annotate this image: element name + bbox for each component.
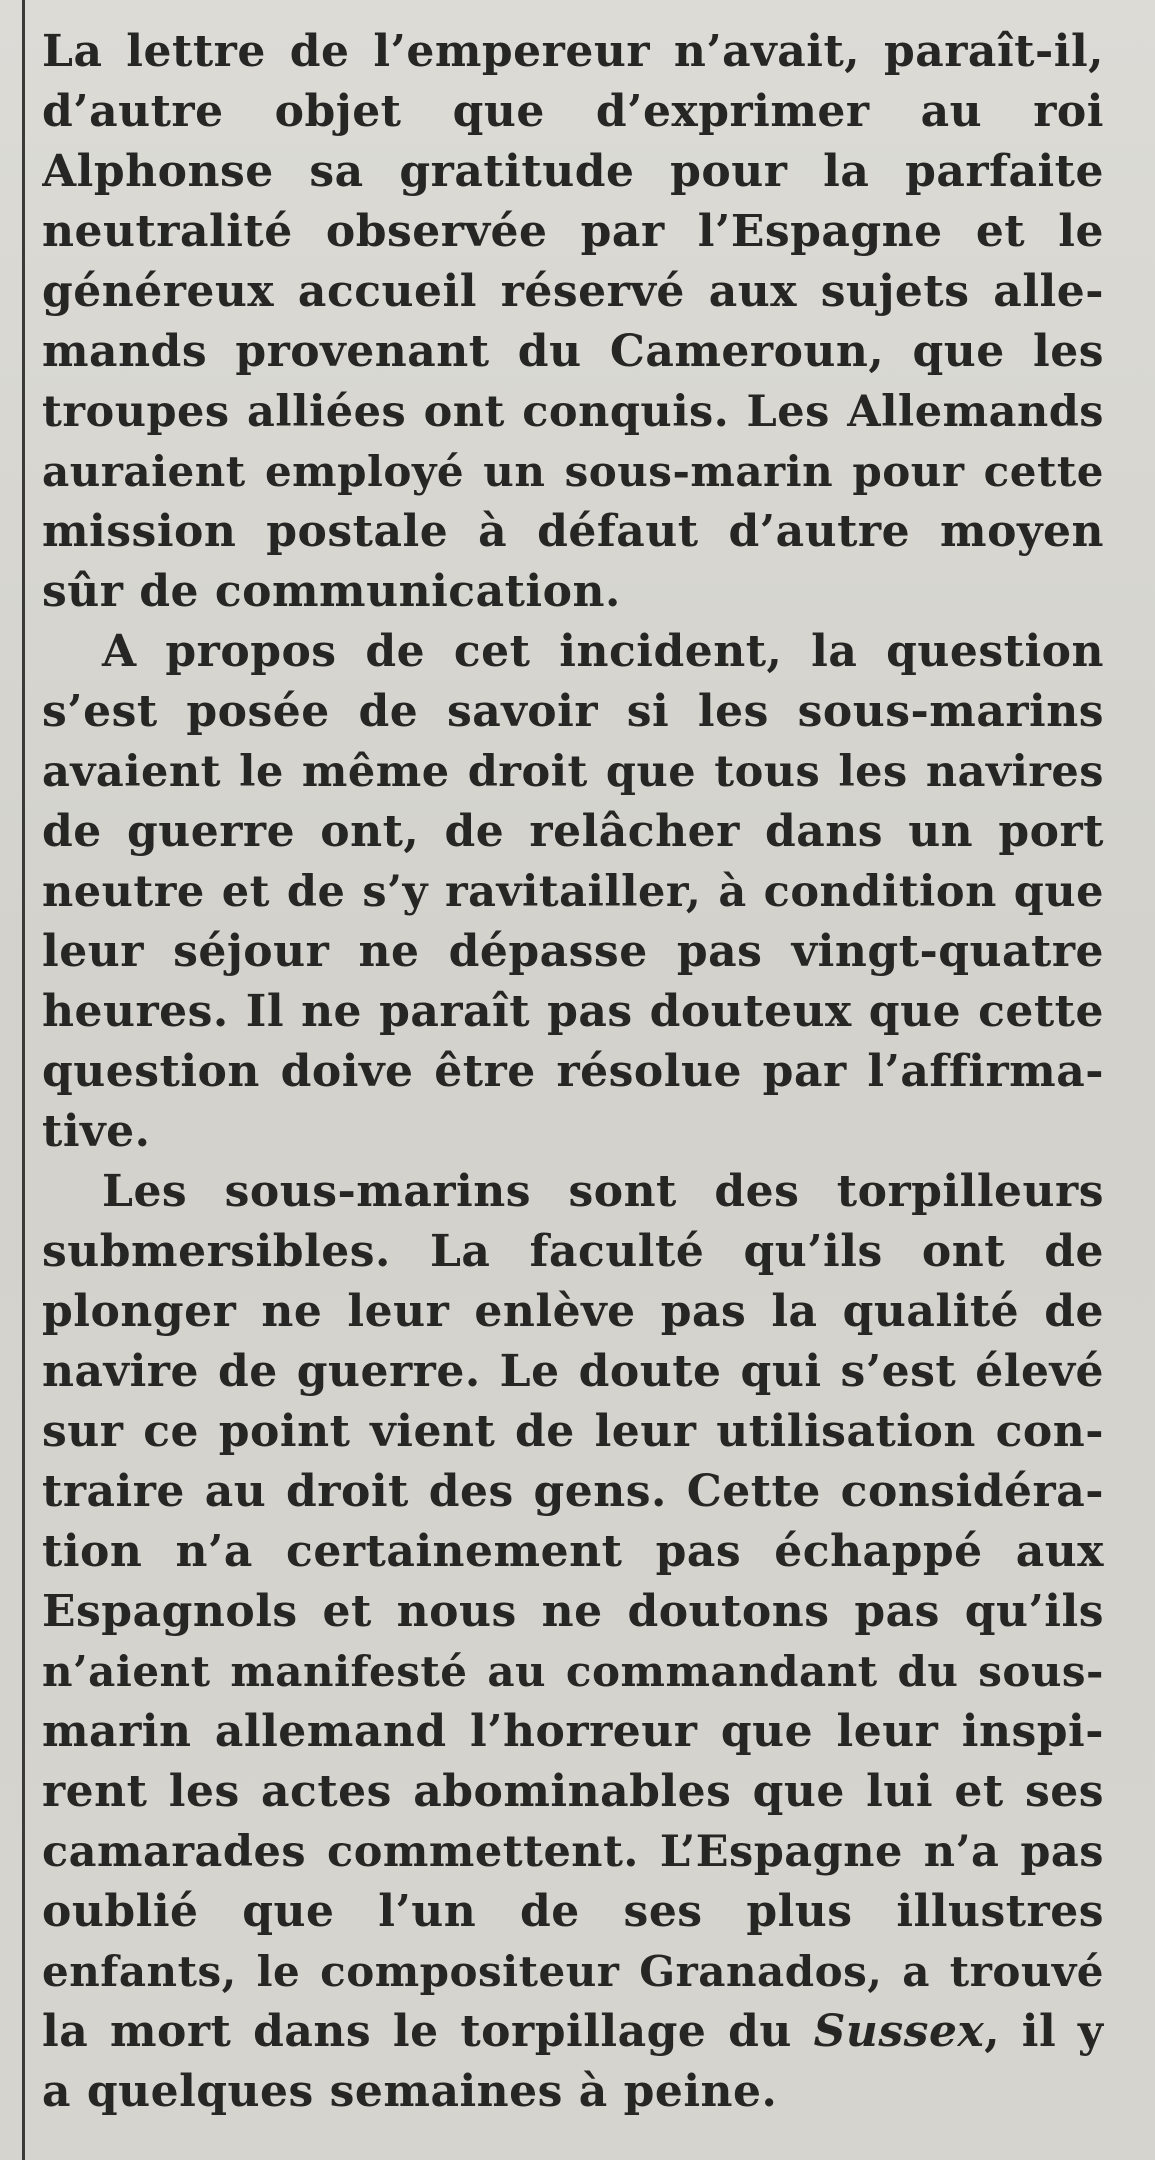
text-line: navire de guerre. Le doute qui s’est élevé bbox=[42, 1346, 1104, 1397]
text-line: traire au droit des gens. Cette considéra- bbox=[42, 1466, 1104, 1517]
text-line: sur ce point vient de leur utilisation con- bbox=[42, 1406, 1104, 1457]
text-line: plonger ne leur enlève pas la qualité de bbox=[42, 1286, 1104, 1337]
text-line: d’autre objet que d’exprimer au roi bbox=[42, 86, 1104, 137]
column-rule bbox=[22, 0, 25, 2160]
text-line: submersibles. La faculté qu’ils ont de bbox=[42, 1226, 1104, 1277]
text-line: Les sous-marins sont des torpilleurs bbox=[102, 1166, 1104, 1217]
text-line: s’est posée de savoir si les sous-marins bbox=[42, 686, 1104, 737]
text-line: mission postale à défaut d’autre moyen bbox=[42, 506, 1104, 557]
ship-name: Sussex bbox=[813, 2006, 985, 2057]
text-line: question doive être résolue par l’affirma- bbox=[42, 1046, 1104, 1097]
text-line: de guerre ont, de relâcher dans un port bbox=[42, 806, 1104, 857]
text-line: sûr de communication. bbox=[42, 566, 621, 617]
text-line: auraient employé un sous-marin pour cette bbox=[42, 447, 1104, 496]
text-line: Espagnols et nous ne doutons pas qu’ils bbox=[42, 1586, 1104, 1637]
article-body bbox=[42, 22, 1104, 2122]
text-line: rent les actes abominables que lui et ses bbox=[42, 1766, 1104, 1817]
text-line: n’aient manifesté au commandant du sous- bbox=[42, 1647, 1104, 1696]
text-line: mands provenant du Cameroun, que les bbox=[42, 326, 1104, 377]
text-line: troupes alliées ont conquis. Les Allemands bbox=[42, 387, 1104, 437]
text-line: leur séjour ne dépasse pas vingt-quatre bbox=[42, 926, 1104, 977]
text-line: A propos de cet incident, la question bbox=[102, 626, 1104, 677]
text-line: Alphonse sa gratitude pour la parfaite bbox=[42, 146, 1104, 197]
text-line: La lettre de l’empereur n’avait, paraît-il, bbox=[42, 26, 1104, 77]
text-line: heures. Il ne paraît pas douteux que cette bbox=[42, 986, 1104, 1037]
text-line: généreux accueil réservé aux sujets alle- bbox=[42, 266, 1104, 317]
paragraph-3 bbox=[42, 1162, 1104, 2122]
text-line: marin allemand l’horreur que leur inspi- bbox=[42, 1706, 1104, 1757]
text-line: avaient le même droit que tous les navires bbox=[42, 747, 1104, 797]
text-line: la mort dans le torpillage du Sussex, il y bbox=[42, 2006, 1104, 2057]
text-line: oublié que l’un de ses plus illustres bbox=[42, 1886, 1104, 1937]
text-line: neutre et de s’y ravitailler, à condition que bbox=[42, 867, 1104, 917]
text-line: neutralité observée par l’Espagne et le bbox=[42, 206, 1104, 257]
text-line: tive. bbox=[42, 1106, 151, 1157]
text-line: enfants, le compositeur Granados, a trouvé bbox=[42, 1947, 1104, 1996]
text-line: camarades commettent. L’Espagne n’a pas bbox=[42, 1827, 1104, 1877]
text-line: a quelques semaines à peine. bbox=[42, 2066, 778, 2117]
paragraph-2 bbox=[42, 622, 1104, 1162]
paragraph-1 bbox=[42, 22, 1104, 622]
text-line: tion n’a certainement pas échappé aux bbox=[42, 1526, 1104, 1577]
